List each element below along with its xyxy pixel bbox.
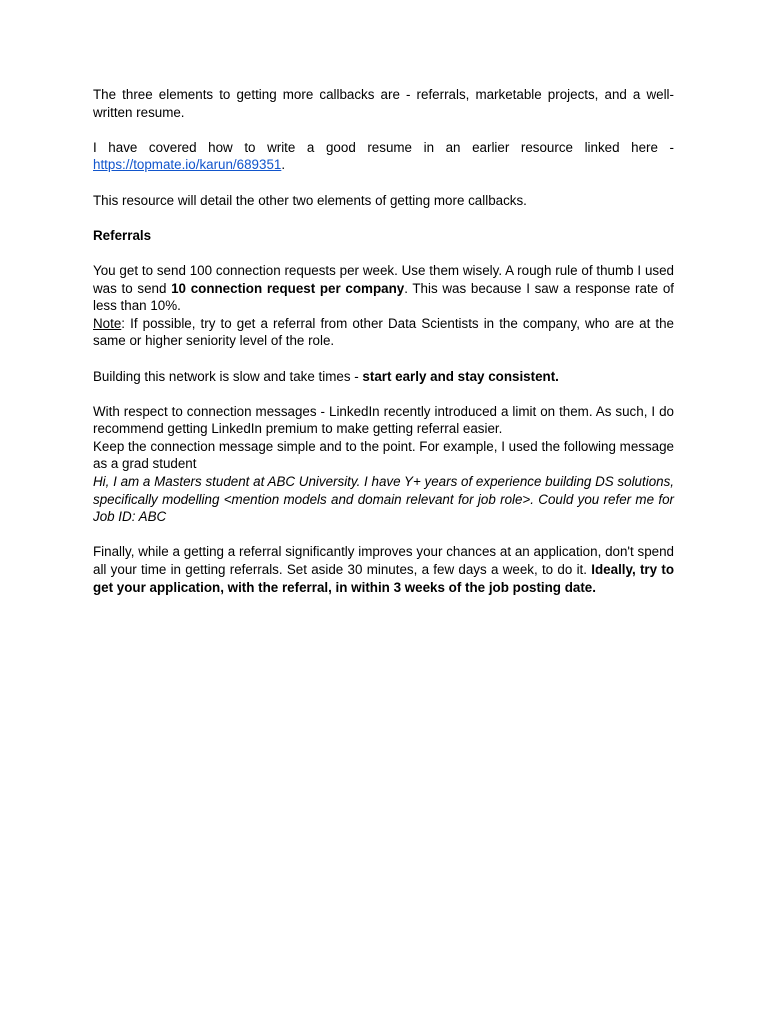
connection-requests-bold: 10 connection request per company (171, 280, 405, 296)
paragraph-gap (93, 350, 674, 368)
paragraph-gap (93, 526, 674, 544)
paragraph-gap (93, 385, 674, 403)
network-bold: start early and stay consistent. (362, 368, 559, 384)
resume-paragraph (93, 139, 674, 174)
note-text: : If possible, try to get a referral from other Data Scientists in the company, who are at the same or higher seniority level of the role. (93, 315, 674, 349)
referrals-heading: Referrals (93, 227, 152, 243)
network-paragraph (93, 368, 674, 386)
connection-requests-text-end: . This was because I saw a response rate of less than 10%. (93, 280, 674, 314)
note-paragraph (93, 315, 674, 350)
resume-period: . (281, 157, 286, 173)
network-text: Building this network is slow and take times - (93, 368, 363, 384)
finally-paragraph (93, 543, 674, 596)
resume-link[interactable]: https://topmate.io/karun/689351 (93, 157, 282, 173)
sample-message-text: Hi, I am a Masters student at ABC University. I have Y+ years of experience building DS solutions, specifically modelling <mention models and domain relevant for job role>. Could you refer me for Job ID: ABC (93, 474, 674, 525)
paragraph-gap (93, 244, 674, 262)
document-page (93, 86, 674, 596)
finally-text: Finally, while a getting a referral significantly improves your chances at an application, don't spend all your time in getting referrals. Set aside 30 minutes, a few days a week, to do it. (93, 544, 674, 578)
paragraph-gap (93, 174, 674, 192)
note-label: Note (93, 315, 122, 331)
sample-message-paragraph (93, 473, 674, 526)
message-advice-text: Keep the connection message simple and to the point. For example, I used the following message as a grad student (93, 438, 674, 472)
resource-paragraph (93, 192, 674, 210)
paragraph-gap (93, 121, 674, 139)
message-advice-paragraph (93, 438, 674, 473)
resource-text: This resource will detail the other two elements of getting more callbacks. (93, 192, 527, 208)
finally-bold: Ideally, try to get your application, with the referral, in within 3 weeks of the job posting date. (93, 562, 674, 595)
resume-text: I have covered how to write a good resume in an earlier resource linked here - (93, 139, 674, 155)
connection-messages-paragraph (93, 403, 674, 438)
connection-requests-text: You get to send 100 connection requests per week. Use them wisely. A rough rule of thumb I used was to send (93, 262, 674, 296)
intro-paragraph (93, 86, 674, 121)
paragraph-gap (93, 209, 674, 227)
connection-messages-text: With respect to connection messages - LinkedIn recently introduced a limit on them. As such, I do recommend getting LinkedIn premium to make getting referral easier. (93, 403, 674, 437)
connection-requests-paragraph (93, 262, 674, 315)
intro-text: The three elements to getting more callbacks are - referrals, marketable projects, and a well-written resume. (93, 87, 674, 120)
